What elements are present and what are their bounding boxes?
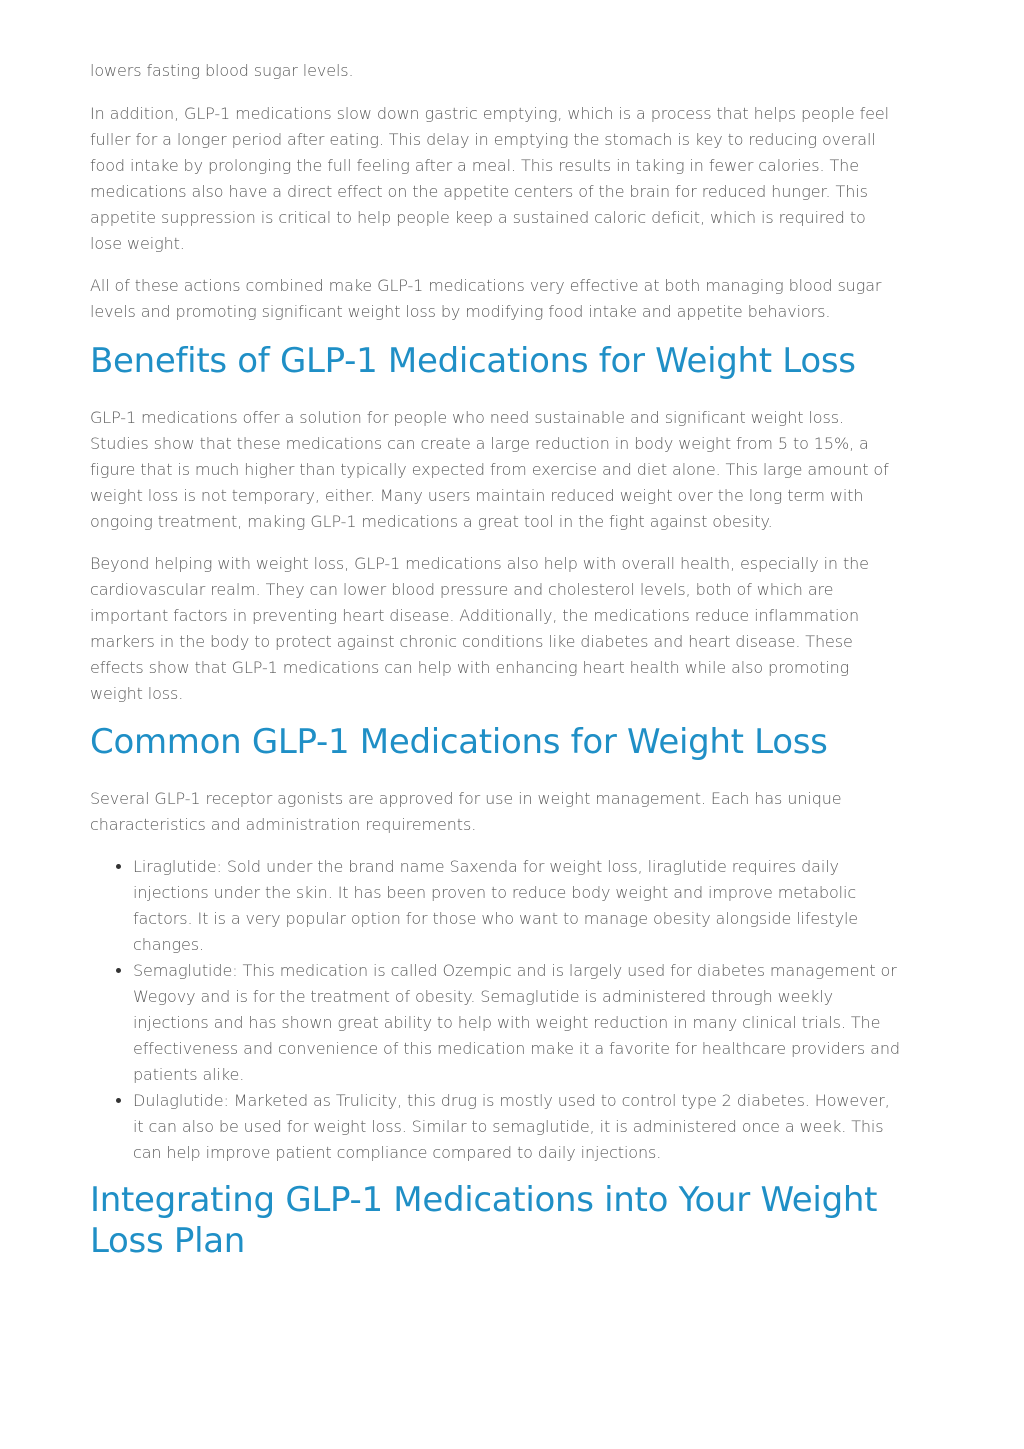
medication-item-semaglutide: • Semaglutide: This medication is called Ozempic and is largely used for diabetes management or Wegovy and is for the treatment of obesity. Semaglutide is administered through weekly injections and has shown great ability to help with weight reduction in many clinical trials. The effectiveness and convenience of this medication make it a favorite for healthcare providers and patients alike. bbox=[133, 958, 900, 1088]
intro-paragraph-2: In addition, GLP-1 medications slow down gastric emptying, which is a process that helps people feel fuller for a longer period after eating. This delay in emptying the stomach is key to reducing overall food intake by prolonging the full feeling after a meal. This results in taking in fewer calories. The medications also have a direct effect on the appetite centers of the brain for reduced hunger. This appetite suppression is critical to help people keep a sustained caloric deficit, which is required to lose weight. bbox=[90, 104, 889, 253]
benefits-paragraph-2: Beyond helping with weight loss, GLP-1 medications also help with overall health, especially in the cardiovascular realm. They can lower blood pressure and cholesterol levels, both of which are important factors in preventing heart disease. Additionally, the medications reduce inflammation markers in the body to protect against chronic conditions like diabetes and heart disease. These effects show that GLP-1 medications can help with enhancing heart health while also promoting weight loss. bbox=[90, 554, 869, 703]
document-page bbox=[90, 58, 900, 1284]
integrating-heading: Integrating GLP-1 Medications into Your Weight Loss Plan bbox=[90, 1180, 878, 1261]
medication-list bbox=[90, 854, 900, 1166]
common-medications-heading: Common GLP-1 Medications for Weight Loss bbox=[90, 722, 828, 762]
benefits-heading: Benefits of GLP-1 Medications for Weight Loss bbox=[90, 341, 856, 381]
benefits-paragraph-1: GLP-1 medications offer a solution for people who need sustainable and significant weight loss. Studies show that these medications can create a large reduction in body weight from 5 to 15%, a figure that is much higher than typically expected from exercise and diet alone. This large amount of weight loss is not temporary, either. Many users maintain reduced weight over the long term with ongoing treatment, making GLP-1 medications a great tool in the fight against obesity. bbox=[90, 408, 889, 531]
common-medications-intro: Several GLP-1 receptor agonists are approved for use in weight management. Each has unique characteristics and administration requirements. bbox=[90, 789, 842, 834]
medication-item-dulaglutide: • Dulaglutide: Marketed as Trulicity, this drug is mostly used to control type 2 diabetes. However, it can also be used for weight loss. Similar to semaglutide, it is administered once a week. This can help improve patient compliance compared to daily injections. bbox=[133, 1088, 900, 1166]
intro-paragraph-1: lowers fasting blood sugar levels. bbox=[90, 61, 354, 80]
medication-item-liraglutide: • Liraglutide: Sold under the brand name Saxenda for weight loss, liraglutide requires daily injections under the skin. It has been proven to reduce body weight and improve metabolic factors. It is a very popular option for those who want to manage obesity alongside lifestyle changes. bbox=[133, 854, 900, 958]
intro-paragraph-3: All of these actions combined make GLP-1 medications very effective at both managing blood sugar levels and promoting significant weight loss by modifying food intake and appetite behaviors. bbox=[90, 276, 882, 321]
